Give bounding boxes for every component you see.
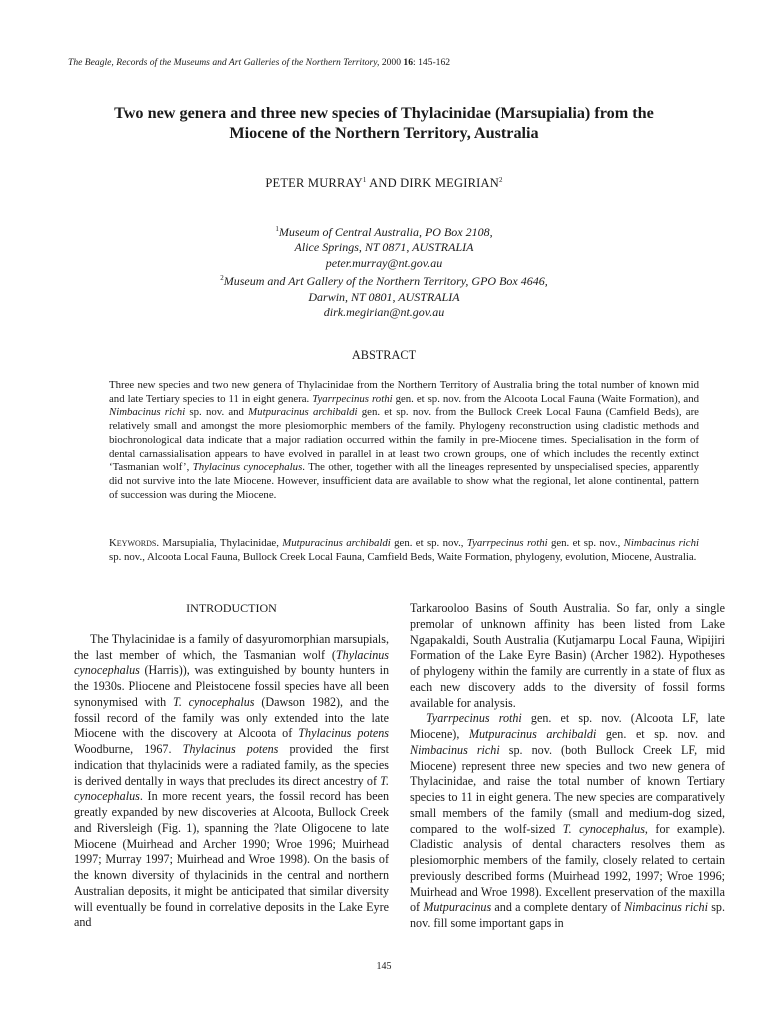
taxon-name: T. cynocephalus xyxy=(74,773,389,804)
journal-name: The Beagle, Records of the Museums and Art Galleries of the Northern Territory, xyxy=(68,57,380,68)
text-segment: gen. et sp. nov. and xyxy=(596,727,725,741)
taxon-name: Mutpuracinus archibaldi xyxy=(468,727,597,741)
abstract-segment: Three new species and two new genera of Thylacinidae from the Northern Territory of Australia bring the total number of known mid and late Tertiary species to 11 in eight genera. xyxy=(109,379,699,405)
text-segment: (Harris)), was extinguished by bounty hunters in the 1930s. Pliocene and Pleistocene fossil species have all been synonymised with xyxy=(74,663,389,709)
keywords-segment: sp. nov., Alcoota Local Fauna, Bullock Creek Local Fauna, Camfield Beds, Waite Formation, phylogeny, evolution, Miocene, Australia. xyxy=(109,550,697,563)
keywords-segment: Marsupialia, Thylacinidae, xyxy=(159,537,283,549)
author-2-sup: 2 xyxy=(498,176,503,184)
journal-volume: 16 xyxy=(403,57,414,68)
keywords-label: Keywords. xyxy=(109,537,160,549)
paper-title xyxy=(60,103,708,143)
keywords-segment: gen. et sp. nov., xyxy=(390,537,467,549)
taxon-name: Mutpuracinus archibaldi xyxy=(282,537,391,549)
journal-year: 2000 xyxy=(381,57,402,68)
abstract-segment: . The other, together with all the lineages represented by unspecialised species, apparently did not survive into the late Miocene. However, insufficient data are available to show what the regional, let alone continental, pattern of succession was during the Miocene. xyxy=(109,461,699,501)
text-segment: provided the first indication that thylacinids were a radiated family, as the species is derived dentally in ways that precludes its direct ancestry of xyxy=(74,742,389,788)
keywords xyxy=(109,537,699,564)
text-segment: gen. et sp. nov. (Alcoota LF, late Miocene), xyxy=(410,711,725,741)
intro-paragraph-2 xyxy=(410,711,725,932)
taxon-name: Mutpuracinus archibaldi xyxy=(248,406,358,419)
intro-paragraph-1 xyxy=(74,632,389,931)
keywords-segment: gen. et sp. nov., xyxy=(547,537,624,549)
taxon-name: Thylacinus cynocephalus xyxy=(192,461,303,474)
text-segment: Woodburne, 1967. xyxy=(74,742,183,756)
text-segment: , for example). Cladistic analysis of dental characters resolves them as plesiomorphic members of the family, closely related to certain previously described forms (Muirhead 1992, 1997; Wroe 1996; Muirhead and Wroe 1998). Excellent preservation of the maxilla of xyxy=(410,821,725,915)
taxon-name: Tyarrpecinus rothi xyxy=(312,392,393,405)
affil-1-line-2: Alice Springs, NT 0871, AUSTRALIA xyxy=(294,240,474,255)
abstract-heading: ABSTRACT xyxy=(351,348,417,362)
author-line xyxy=(0,176,768,191)
text-segment: sp. nov. (both Bullock Creek LF, mid Miocene) represent three new species and two new genera of Thylacinidae, and raise the total number of known Tertiary species to 11 in eight genera. The new species are comparatively small members of the family (small and medium-dog sized, compared to the wolf-sized xyxy=(410,742,726,836)
abstract-segment: sp. nov. and xyxy=(185,406,249,419)
taxon-name: Thylacinus cynocephalus xyxy=(74,647,389,678)
taxon-name: T. cynocephalus xyxy=(562,821,645,836)
text-segment: . In more recent years, the fossil record has been greatly expanded by new discoveries at Alcoota, Bullock Creek and Riversleigh (Fig. 1), spanning the ?late Oligocene to late Miocene (Muirhead and Archer 1990; Wroe 1996; Muirhead 1997; Murray 1997; Muirhead and Wroe 1998). On the basis of the known diversity of thylacinids in the central and northern Australian deposits, it might be anticipated that similar diversity will eventually be found in correlative deposits in the Lake Eyre and xyxy=(74,789,389,930)
column-left xyxy=(74,601,389,931)
taxon-name: Thylacinus potens xyxy=(182,742,279,756)
taxon-name: Nimbacinus richi xyxy=(623,537,699,549)
affil-2-sup: 2 xyxy=(220,274,224,283)
author-1: PETER MURRAY xyxy=(265,176,363,191)
text-segment: (Dawson 1982), and the fossil record of the family was only extended into the late Miocene with the discovery at Alcoota of xyxy=(74,694,389,741)
taxon-name: Thylacinus potens xyxy=(298,726,389,741)
taxon-name: Tyarrpecinus rothi xyxy=(466,537,548,549)
affil-2-email[interactable]: dirk.megirian@nt.gov.au xyxy=(323,305,445,320)
taxon-name: Nimbacinus richi xyxy=(109,406,186,419)
abstract-segment: gen. et sp. nov. from the Alcoota Local Fauna (Waite Formation), and xyxy=(392,392,700,405)
affil-2-line-1: Museum and Art Gallery of the Northern Territory, GPO Box 4646, xyxy=(223,274,548,289)
affiliations xyxy=(0,222,768,320)
journal-pages: : 145-162 xyxy=(413,57,451,68)
taxon-name: Tyarrpecinus rothi xyxy=(426,711,522,726)
affil-1-email[interactable]: peter.murray@nt.gov.au xyxy=(325,255,443,270)
author-2: AND DIRK MEGIRIAN xyxy=(369,176,499,191)
text-segment: and a complete dentary of xyxy=(491,900,625,915)
affil-1-line-1: Museum of Central Australia, PO Box 2108, xyxy=(278,225,493,239)
title-line-2: Miocene of the Northern Territory, Australia xyxy=(229,124,539,142)
author-1-sup: 1 xyxy=(362,176,367,184)
running-head xyxy=(68,57,450,68)
page-number: 145 xyxy=(376,961,392,972)
intro-paragraph-1-continued: Tarkarooloo Basins of South Australia. So far, only a single premolar of unknown affinity has been listed from Lake Ngapakaldi, South Australia (Kutjamarpu Local Fauna, Wipijiri Formation of the Lake Eyre Basin) (Archer 1982). Hypotheses of phylogeny within the family are currently in a state of flux as each new discovery adds to the diversity of fossil forms available for analysis. xyxy=(410,601,725,710)
abstract-text xyxy=(109,379,699,502)
affil-1-sup: 1 xyxy=(275,225,279,233)
abstract-segment: gen. et sp. nov. from the Bullock Creek Local Fauna (Camfield Beds), are relatively small and amongst the more plesiomorphic members of the family. Phylogeny reconstruction using cladistic methods and biochronological data indicate that a major radiation occurred within the family in pre-Miocene times. Specialisation in the form of dental carnassialisation appears to have evolved in parallel in at least two crown groups, one of which includes the recently extinct ‘Tasmanian wolf’, xyxy=(109,406,699,474)
introduction-heading: INTRODUCTION xyxy=(186,601,277,615)
taxon-name: Mutpuracinus xyxy=(423,900,492,915)
affil-2-line-2: Darwin, NT 0801, AUSTRALIA xyxy=(308,289,460,304)
text-segment: sp. nov. fill some important gaps in xyxy=(410,900,725,930)
column-right xyxy=(410,601,725,932)
title-line-1: Two new genera and three new species of Thylacinidae (Marsupialia) from the xyxy=(114,104,654,122)
taxon-name: Nimbacinus richi xyxy=(624,900,708,915)
text-segment: The Thylacinidae is a family of dasyuromorphian marsupials, the last member of which, the Tasmanian wolf ( xyxy=(74,631,389,662)
taxon-name: Nimbacinus richi xyxy=(410,742,500,757)
taxon-name: T. cynocephalus xyxy=(173,694,255,709)
